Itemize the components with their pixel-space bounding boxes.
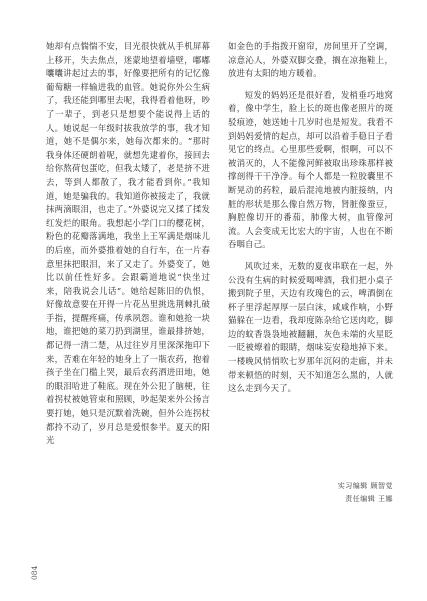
right-paragraph-3: 风吹过来，无数的夏夜串联在一起，外公没有生病的时候爱喝啤酒，我们把小桌子搬到院子里，天边有玫瑰色的云，啤酒倒在杯子里浮起厚厚一层白沫，咸咸作响，小野猫躲在一边看，我却度陈杂给它送肉吃，脚边的蚊香袅袅地被翻翻，灰色未端的火星眨一眨被燎着的眼睛，烟味妄安稳地掉下来。一楼晚风悄悄吹七岁那年沉闷的走廊，并未带来顿悟的时刻，天不知道怎么黑的，人就这么走到今天了。 <box>228 260 393 394</box>
left-paragraph-1: 她却有点惴惴不安，目光很快就从手机屏幕上移开，失去焦点，迷蒙地望着墙壁，嘟嘟囔囔讲起过去的事，好像要把所有的记忆像葡萄糖一样输进我的血管。她说你外公生病了，我还能到哪里去呢，我得看着他呀，吵了一辈子，到老只是想要个能说得上话的人。她说起一年级时拔我放学的事，我才知道，她不是偶尔来，她每次都来的。“那时我身体还硬朗着呢，就想先逮着你，接回去给你熬荷包蛋吃，但我太矮了，老是挤不进去，等到人都散了，我才能看到你。”我知道，她是骗我的。我知道你被接走了，我就抹两滴眼泪，也走了。”外婆说完又揉了揉发红发烂的眼角。我想起小学门口的樱花树，粉色的花瓣落满地，我坐上王军满是烟味儿的后座，而外婆推着她的自行车，在一片春意里抹把眼泪，来了又走了。外婆变了，她比以前任性好多。会跟霸道地说“快坐过来，陪我说会儿话”。她给起陈旧的仇恨，好像故意要在开得一片花丛里挑选荆棘扎破手指，提醒疼痛，传承夙怨。谁和她抢一块地，谁把她的菜刀扔到湖里，谁最排挤她，都记得一清二楚，从过往岁月里深深拖印下来，苦难在年轻的她身上了一瓶农药，抱着孩子坐在门槛上哭，最后农药洒进田地，她的眼泪哈进了鞋底。现在外公犯了脑梗，往着拐杖被她管束和照顾，吵起架来外公扬言要打她，她只是沉默着洗碗，但外公连拐杖都拎不动了，岁月总是爱恨参半。夏天的阳光 <box>46 41 210 446</box>
right-paragraph-2: 短发的妈妈还是很好看，发梢垂巧地窝着，像中学生，脸上长的斑也像老照片的斑驳痕迹，她送她十几岁时也是短发。我看不到妈妈爱情的起点，却可以沿着手稳日子看见它的终点。心里那些爱啊，恨啊，可以不被消灭的，人不能像河鲜被取出珍珠那样被撑剖得干干净净。每个人都是一粒胶囊里不断晃动的药粒，最后混沌地被内脏接纳，内脏的形状是那么像自然万物，肾脏像蚕豆，胸腔像切开的番茄，肺像大树，血管像河流。人会变成无比宏大的宇宙，人也在不断吞咽自己。 <box>228 89 393 250</box>
left-column <box>46 40 210 456</box>
right-column <box>228 40 393 404</box>
responsible-editor-credit: 责任编辑 王娜 <box>345 495 393 503</box>
intern-editor-credit: 实习编辑 顾智觉 <box>337 482 393 490</box>
page-number: 084 <box>30 565 39 580</box>
right-paragraph-1: 如金色的手指拨开窗帘，房间里开了空调，凉意沁人，外婆双脚交叠，搁在凉拖鞋上，放进有太阳的地方暖着。 <box>228 41 393 79</box>
editor-credits <box>228 480 393 506</box>
